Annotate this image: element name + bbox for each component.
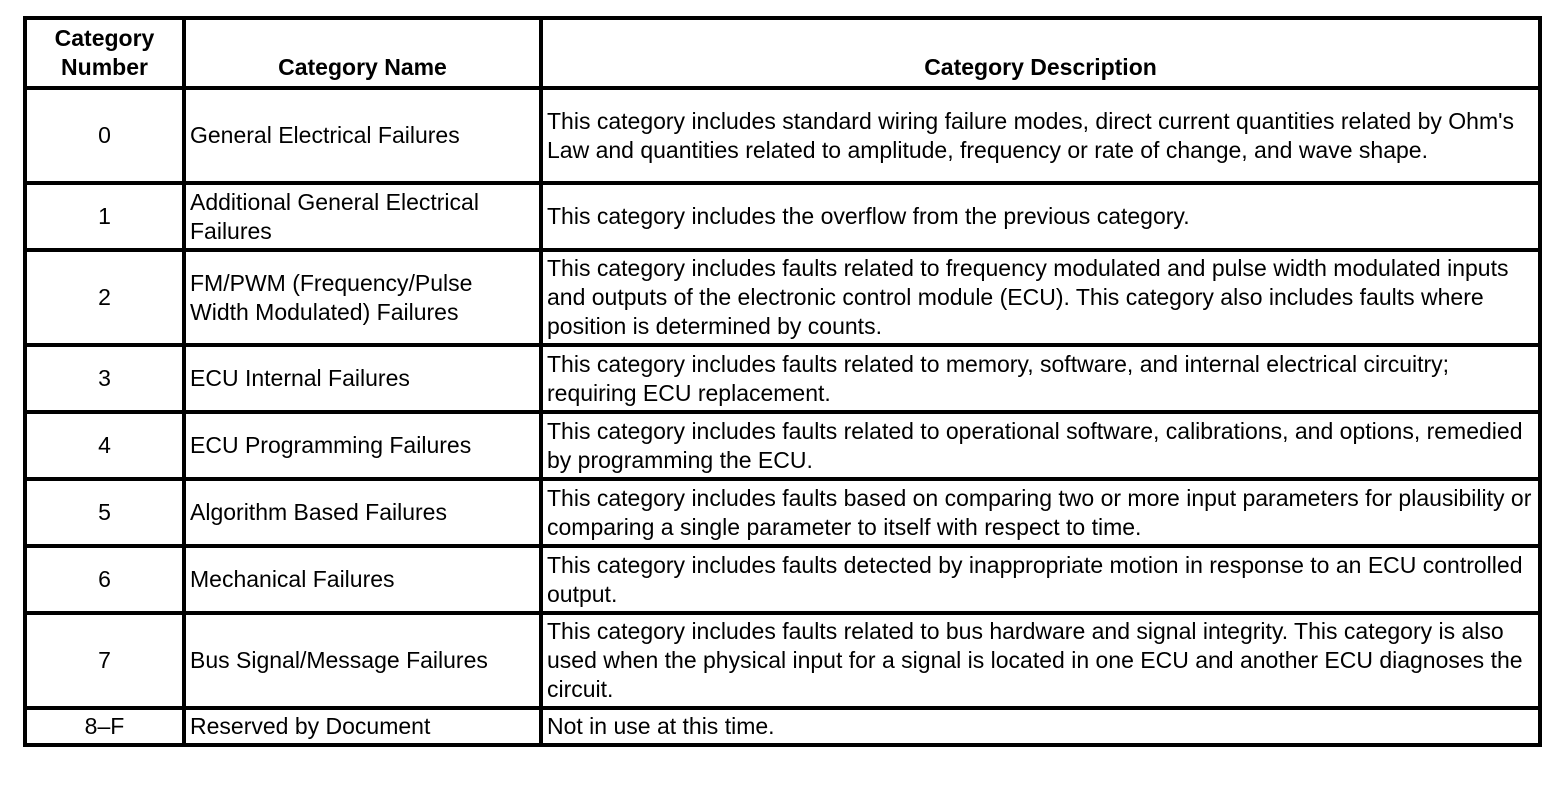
table-row xyxy=(25,345,1540,412)
category-description: This category includes faults detected by inappropriate motion in response to an ECU controlled output. xyxy=(541,546,1540,613)
category-number: 4 xyxy=(25,412,184,479)
category-description: This category includes the overflow from the previous category. xyxy=(541,183,1540,250)
category-number: 6 xyxy=(25,546,184,613)
table-row xyxy=(25,546,1540,613)
category-number: 7 xyxy=(25,613,184,708)
table-row xyxy=(25,412,1540,479)
category-name: ECU Programming Failures xyxy=(184,412,541,479)
category-description: This category includes standard wiring failure modes, direct current quantities related by Ohm's Law and quantities related to amplitude, frequency or rate of change, and wave shape. xyxy=(541,88,1540,183)
header-category-number xyxy=(25,18,184,88)
category-name: ECU Internal Failures xyxy=(184,345,541,412)
category-number: 2 xyxy=(25,250,184,345)
category-description: This category includes faults based on comparing two or more input parameters for plausibility or comparing a single parameter to itself with respect to time. xyxy=(541,479,1540,546)
header-number-line2: Number xyxy=(61,54,148,80)
header-number-line1: Category xyxy=(54,25,155,51)
table-row xyxy=(25,708,1540,745)
category-name: Mechanical Failures xyxy=(184,546,541,613)
header-category-name: Category Name xyxy=(184,18,541,88)
category-number: 5 xyxy=(25,479,184,546)
category-description: Not in use at this time. xyxy=(541,708,1540,745)
category-name: Reserved by Document xyxy=(184,708,541,745)
header-category-description: Category Description xyxy=(541,18,1540,88)
table-row xyxy=(25,250,1540,345)
table-row xyxy=(25,88,1540,183)
table-row xyxy=(25,479,1540,546)
table-row xyxy=(25,613,1540,708)
category-name: FM/PWM (Frequency/Pulse Width Modulated) Failures xyxy=(184,250,541,345)
category-description: This category includes faults related to frequency modulated and pulse width modulated inputs and outputs of the electronic control module (ECU). This category also includes faults where position is determined by counts. xyxy=(541,250,1540,345)
category-number: 1 xyxy=(25,183,184,250)
category-number: 0 xyxy=(25,88,184,183)
category-name: Additional General Electrical Failures xyxy=(184,183,541,250)
category-name: Bus Signal/Message Failures xyxy=(184,613,541,708)
category-description: This category includes faults related to operational software, calibrations, and options, remedied by programming the ECU. xyxy=(541,412,1540,479)
category-number: 8–F xyxy=(25,708,184,745)
category-table xyxy=(23,16,1542,747)
category-number: 3 xyxy=(25,345,184,412)
table-row xyxy=(25,183,1540,250)
category-name: Algorithm Based Failures xyxy=(184,479,541,546)
category-description: This category includes faults related to memory, software, and internal electrical circuitry; requiring ECU replacement. xyxy=(541,345,1540,412)
header-row xyxy=(25,18,1540,88)
category-name: General Electrical Failures xyxy=(184,88,541,183)
category-description: This category includes faults related to bus hardware and signal integrity. This category is also used when the physical input for a signal is located in one ECU and another ECU diagnoses the circuit. xyxy=(541,613,1540,708)
